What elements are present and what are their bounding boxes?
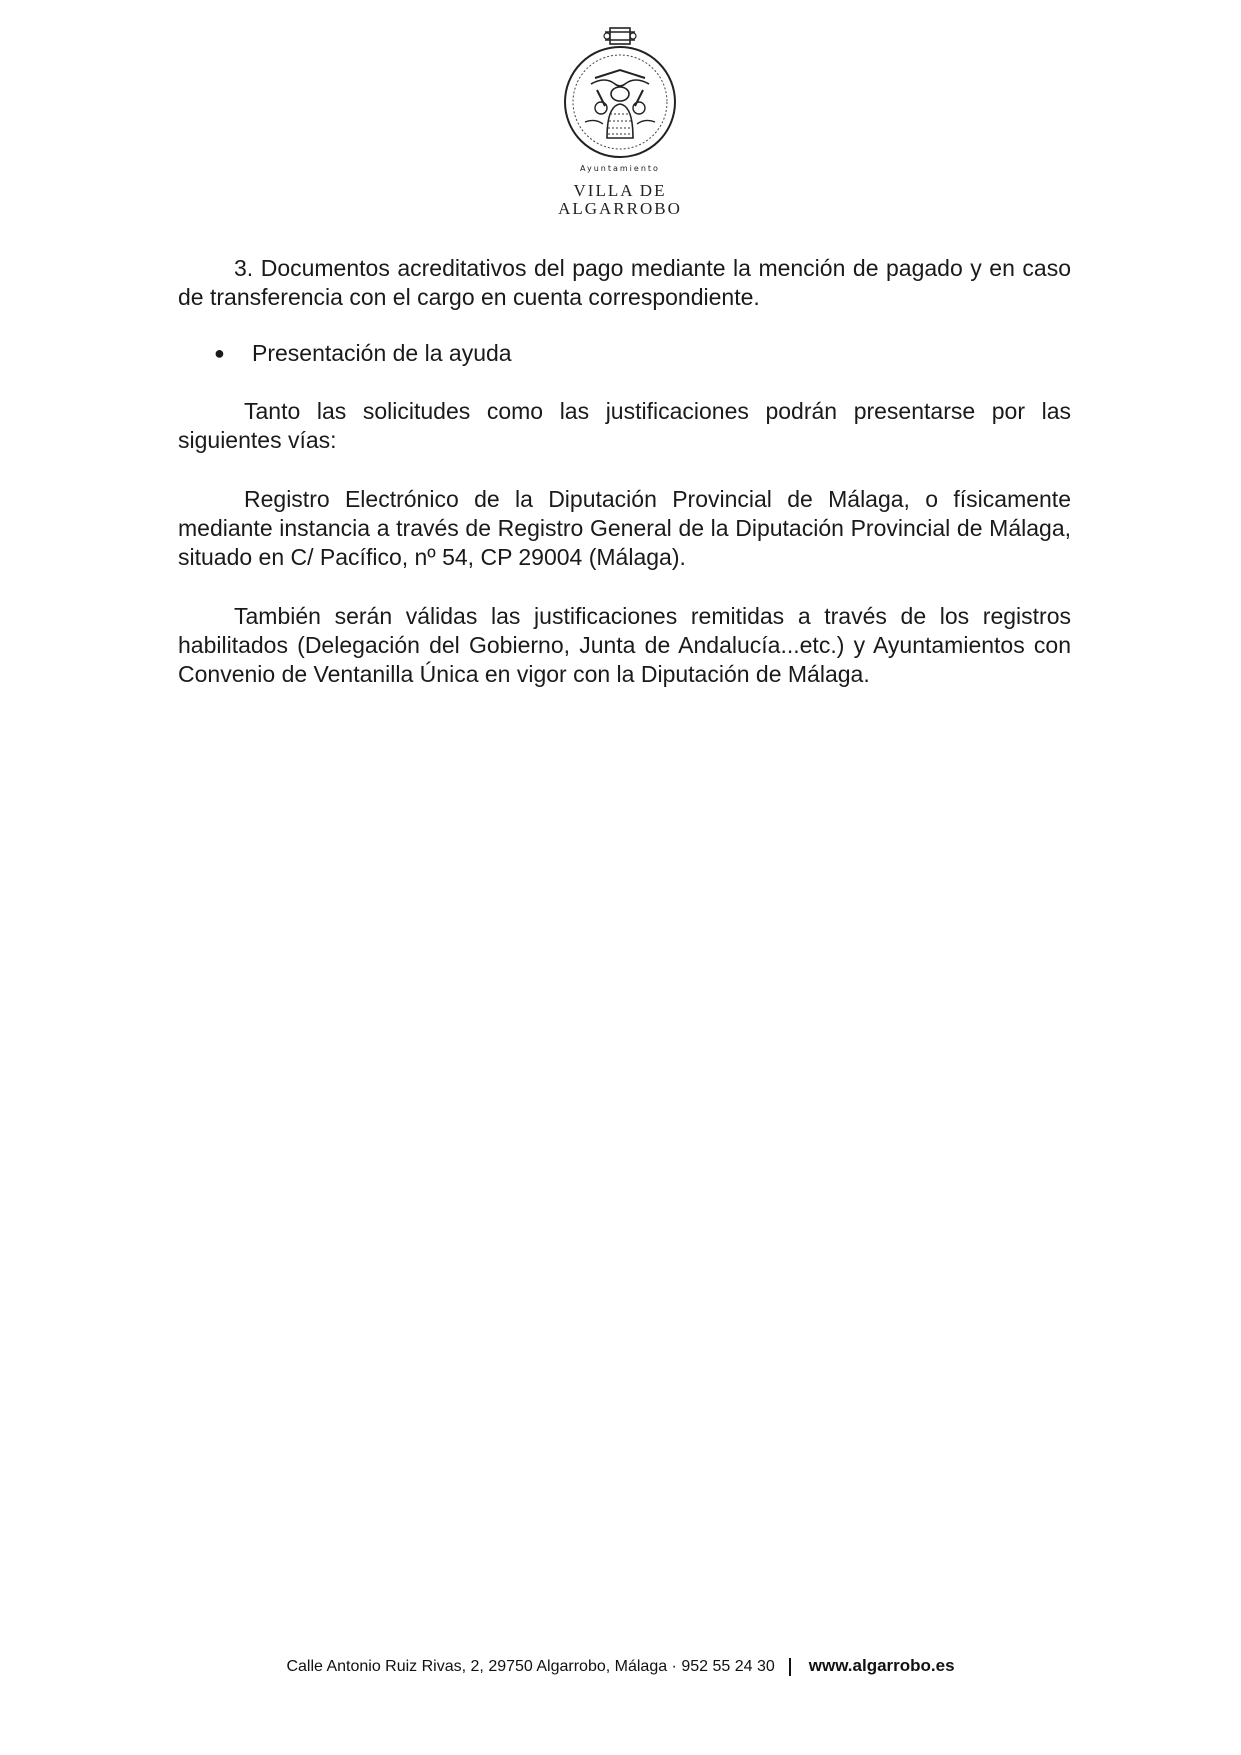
page-footer [0,1656,1241,1676]
document-body [178,254,1071,689]
bullet-heading [178,339,1071,368]
paragraph-tambien: También serán válidas las justificaciones remitidas a través de los registros habilitados (Delegación del Gobierno, Junta de Andalucía...etc.) y Ayuntamientos con Convenio de Ventanilla Única en vigor con la Diputación de Málaga. [178,603,1071,687]
footer-address: Calle Antonio Ruiz Rivas, 2, 29750 Algarrobo, Málaga · 952 55 24 30 [286,1658,775,1675]
paragraph-registro: Registro Electrónico de la Diputación Provincial de Málaga, o físicamente mediante instancia a través de Registro General de la Diputación Provincial de Málaga, situado en C/ Pacífico, nº 54, CP 29004 (Málaga). [178,486,1071,570]
municipal-seal-icon [555,26,685,174]
footer-separator [789,1658,791,1676]
paragraph-item-3: 3. Documentos acreditativos del pago mediante la mención de pagado y en caso de transferencia con el cargo en cuenta correspondiente. [178,255,1071,310]
letterhead-name-line2: ALGARROBO [558,199,682,218]
bullet-heading-text: Presentación de la ayuda [252,340,512,366]
letterhead-subtitle: Ayuntamiento [580,164,660,173]
letterhead-logo [555,26,685,174]
letterhead-name [530,182,710,218]
letterhead-name-line1: VILLA DE [573,181,667,200]
paragraph-vias: Tanto las solicitudes como las justificaciones podrán presentarse por las siguientes vías: [178,398,1071,453]
bullet-icon: ● [214,343,225,363]
footer-website-link[interactable]: www.algarrobo.es [808,1656,955,1675]
